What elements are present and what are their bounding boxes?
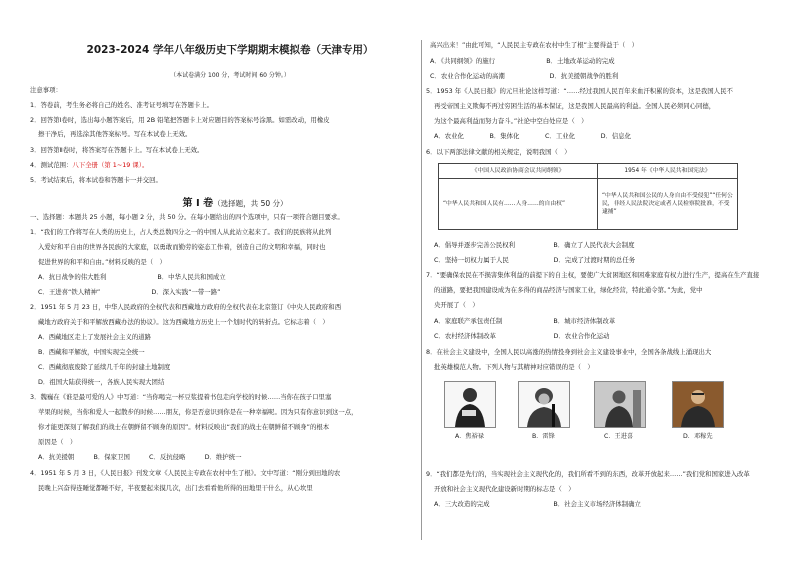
note-item: 5．考试结束后，将本试卷和答题卡一并交回。 [30,176,162,184]
note-item: 1．答卷前，考生务必将自己的姓名、准考证号填写在答题卡上。 [30,101,214,109]
note-scope-label: 4．测试范围： [30,161,73,169]
photo-caption: C．王进喜 [604,433,634,440]
option-line: C．农业合作化运动的高潮 D．抗美援朝战争的胜利 [430,72,619,80]
option-line: A．抗美援朝 B．保家卫国 C．反抗侵略 D．维护统一 [38,453,242,461]
question-line: 5．1953 年《人民日报》的元旦社论这样写道：“……经过我国人民百年来血汗积累的资本，这是我国人民不 [426,87,733,95]
option-line: A．农业化 B．集体化 C．工业化 D．信息化 [434,132,632,140]
table-cell: “中华人民共和国公民的人身自由不受侵犯”“任何公民，非经人民法院决定或者人民检察院批准，不受逮捕” [598,179,738,230]
question-line: 1．“我们的工作将写在人类的历史上，占人类总数四分之一的中国人从此站立起来了。我们的民族将从此列 [30,228,332,236]
portrait-photo [518,381,570,428]
option-line: A．家庭联产承包责任制 B．城市经济体制改革 [434,317,616,325]
question-line: 4．1951 年 5 月 3 日，《人民日报》刊发文章《人民民主专政在农村中生了根》。文中写道：“刚分到田地的农 [30,469,341,477]
question-line: 苹果的时候，当你和爱人一起散步的时候……朋友，你是否意识到你是在一种幸福呢。因为只有你意识到这一点， [38,408,358,416]
photo-caption: B．雷锋 [532,433,555,440]
question-line: 入爱好和平自由的世界各民族的大家庭，以勇敢而勤劳的姿态工作着，创造自己的文明和幸福，同时也 [38,243,326,251]
question-line: 的道路，要把我国建设成为在多得的商品经济与国家工业，绿化经营，特此通令第。”为此，党中 [434,286,703,294]
table-header-cell: 1954 年《中华人民共和国宪法》 [598,164,738,179]
portrait-photo [594,381,646,428]
section-instruction: 一、选择题：本题共 25 小题，每小题 2 分，共 50 分。在每小题给出的四个选项中，只有一项符合题目要求。 [30,213,344,221]
question-line: 批英雄模范人物。下列人物与其精神对应错误的是（ ） [434,363,594,371]
question-line: 8．在社会主义建设中，全国人民以高涨的热情投身到社会主义建设事业中，全国各条战线上涌现出大 [426,348,712,356]
option-line: A．抗日战争的伟大胜利 B．中华人民共和国成立 [38,273,226,281]
notes-heading: 注意事项： [30,86,62,94]
photo-caption: D．邓稼先 [683,433,713,440]
exam-title: 2023-2024 学年八年级历史下学期期末模拟卷（天津专用） [86,44,374,56]
option-line: B．西藏和平解放，中国实现完全统一 [38,348,145,356]
question-line: 为这个最高利益而努力奋斗。”社论中空白处应是（ ） [434,117,588,125]
photo-caption: A．焦裕禄 [455,433,484,440]
question-line: 2．1951 年 5 月 23 日，中华人民政府的全权代表和西藏地方政府的全权代表在北京签订《中央人民政府和西 [30,303,342,311]
table-cell: “中华人民共和国人民有……人身……的自由权” [439,179,598,230]
section-title-note: （选择题，共 50 分） [213,199,288,208]
section-title [170,194,300,209]
portrait-photo [444,381,496,428]
column-divider [421,40,422,540]
option-line: D．祖国大陆获得统一，各族人民实现大团结 [38,378,165,386]
question-line: 高兴出来！”由此可知，“人民民主专政在农村中生了根”主要得益于（ ） [430,41,639,49]
option-line: A．《共同纲领》的施行 B．土地改革运动的完成 [430,57,615,65]
question-line: 民晚上兴奋得连睡觉都睡不好，半夜要起来摸几次，出门去看看他所得的田地里干什么，从心坎里 [38,484,313,492]
option-line: C．西藏彻底废除了延续几千年的封建土地制度 [38,363,171,371]
question-line: 3．魏巍在《谁是最可爱的人》中写道：“当你喝完一杯豆浆提着书包走向学校的时候……当你在孩子口里塞 [30,393,332,401]
portrait-photo [672,381,724,428]
note-scope-value: 八下全册（第 1~19 课）。 [72,161,149,169]
question-line: 促进世界的和平和自由。”材料反映的是（ ） [38,258,166,266]
right-column [424,0,794,562]
question-line: 开放和社会主义现代化建设新时期的标志是（ ） [434,485,575,493]
option-line: C．农村经济体制改革 D．农业合作化运动 [434,332,610,340]
question-line: 6．以下两部法律文献的相关规定，说明我国（ ） [426,148,571,156]
option-line: C．坚持一切权力属于人民 D．完成了过渡时期的总任务 [434,256,636,264]
question-line: 再受帝国主义欺侮不再过穷困生活的基本保证，这是我国人民最高的利益。全国人民必须同心同德， [434,102,716,110]
note-item: 3．回答第Ⅱ卷时，将答案写在答题卡上。写在本试卷上无效。 [30,146,204,154]
note-item: 2．回答第Ⅰ卷时，选出每小题答案后，用 2B 铅笔把答题卡上对应题目的答案标号涂黑。如需改动，用橡皮 [30,116,330,124]
exam-subtitle: （本试卷满分 100 分，考试时间 60 分钟。） [170,72,290,79]
table-row [439,179,738,230]
question-line: 原因是（ ） [38,438,77,446]
table-header-cell: 《中国人民政治协商会议共同纲领》 [439,164,598,179]
option-line: A．三大改造的完成 B．社会主义市场经济体制确立 [434,500,641,508]
note-item [30,161,148,169]
section-title-main: 第 Ⅰ 卷 [182,198,214,209]
question-line: 藏地方政府关于和平解放西藏办法的协议》。这为西藏地方历史上一个划时代的转折点。它标志着（ ） [38,318,329,326]
law-comparison-table [438,163,738,230]
question-line: 9．“我们都是先行的，当实现社会主义现代化的，我们所看不到的东西，改革开放起来……”我们党和国家进入改革 [426,470,750,478]
option-line: C．王进喜“铁人精神” D．深入实践“一带一路” [38,288,221,296]
question-line: 你才能更深刻了解我们的战士在朝鲜留不顾身的原因”。材料反映出“我们的战士在朝鲜留不顾身”的根本 [38,423,330,431]
question-line: 央开展了（ ） [434,301,479,309]
note-item: 擦干净后，再选涂其他答案标号。写在本试卷上无效。 [38,130,192,138]
option-line: A．西藏地区走上了发展社会主义的道路 [38,333,152,341]
table-row [439,164,738,179]
option-line: A．倡导并逐步完善公民权利 B．确立了人民代表大会制度 [434,241,635,249]
question-line: 7．“要确保农民在不损害集体利益的前提下的自主权，要使广大贫困地区和困难家庭有权力进行生产，提高在生产直接 [426,271,760,279]
